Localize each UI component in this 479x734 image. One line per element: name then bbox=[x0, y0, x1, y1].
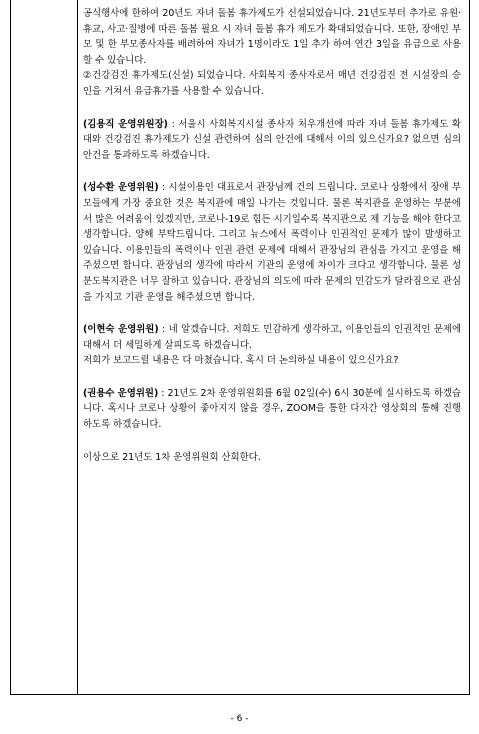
paragraph-childcare-leave: 공식행사에 한하여 20년도 자녀 돌봄 휴가제도가 신설되었습니다. 21년도부터 추가로 유원·휴교, 사고·질병에 따른 돌봄 필요 시 자녀 돌봄 휴가 제도가 확대되었습니다. 또한, 장애인 부모 및 한 부모종사자를 배려하여 자녀가 1명이라도 1일 추가 하여 연간 3일을 유급으로 사용할 수 있습니다. bbox=[83, 8, 461, 66]
speaker-name: (김용직 운영위원장) bbox=[83, 118, 168, 130]
minutes-content bbox=[83, 6, 461, 465]
statement-committee-member-2 bbox=[83, 322, 461, 353]
page-number: - 6 - bbox=[230, 714, 249, 724]
statement-text: : 서울시 사회복지시설 종사자 처우개선에 따라 자녀 돌봄 휴가제도 확대와 건강검진 휴가제도가 신설 관련하여 심의 안건에 대해서 이의 있으신가요? 없으면 심의 안건을 통과하도록 하겠습니다. bbox=[83, 118, 461, 161]
speaker-name: (권용수 운영위원) bbox=[83, 387, 159, 399]
statement-committee-member-3 bbox=[83, 386, 461, 433]
statement-text: : 시설이용인 대표로서 관장님께 건의 드립니다. 코로나 상황에서 장애 부모들에게 가장 중요한 것은 복지관에 매일 나가는 것입니다. 물론 복지관을 운영하는 부분에서 많은 어려움이 있겠지만, 코로나-19로 힘든 시기일수록 복지관으로 제 기능을 해야 한다고 생각합니다. 양해 부탁드립니다. 그리고 뉴스에서 폭력이나 인권적인 문제가 많이 발생하고 있습니다. 이용인들의 폭력이나 인권 관련 문제에 대해서 관장님의 관심을 가지고 운영을 해주셨으면 합니다. 관장님의 생각에 따라서 기관의 운영에 차이가 크다고 생각합니다. 물론 성분도복지관은 너무 잘하고 있습니다. 관장님의 의도에 따라 문제의 민감도가 달라짐으로 관심을 가지고 기관 운영을 해주셨으면 합니다. bbox=[83, 182, 461, 303]
statement-chairperson bbox=[83, 117, 461, 164]
statement-text: : 21년도 2차 운영위원회를 6월 02일(수) 6시 30분에 실시하도록 하겠습니다. 혹시나 코로나 상황이 좋아지지 않을 경우, ZOOM을 통한 다자간 영상회의 통해 진행하도록 하겠습니다. bbox=[83, 387, 461, 431]
speaker-name: (성수환 운영위원) bbox=[83, 182, 159, 194]
speaker-name: (이현숙 운영위원) bbox=[83, 324, 159, 336]
paragraph-report-closing: 저희가 보고드릴 내용은 다 마쳤습니다. 혹시 더 논의하실 내용이 있으신가요? bbox=[83, 355, 399, 367]
column-divider bbox=[77, 0, 78, 695]
paragraph-adjournment: 이상으로 21년도 1차 운영위원회 산회한다. bbox=[83, 451, 261, 463]
statement-text: : 네 알겠습니다. 저희도 민감하게 생각하고, 이용인들의 인권적인 문제에 대해서 더 세밀하게 살피도록 하겠습니다. bbox=[83, 324, 461, 351]
statement-committee-member-1 bbox=[83, 180, 461, 305]
paragraph-health-checkup-leave: ②건강검진 휴가제도(신설) 되었습니다. 사회복지 종사자로서 매년 건강검진 전 시설장의 승인을 거쳐서 유급휴가를 사용할 수 있습니다. bbox=[83, 70, 461, 97]
